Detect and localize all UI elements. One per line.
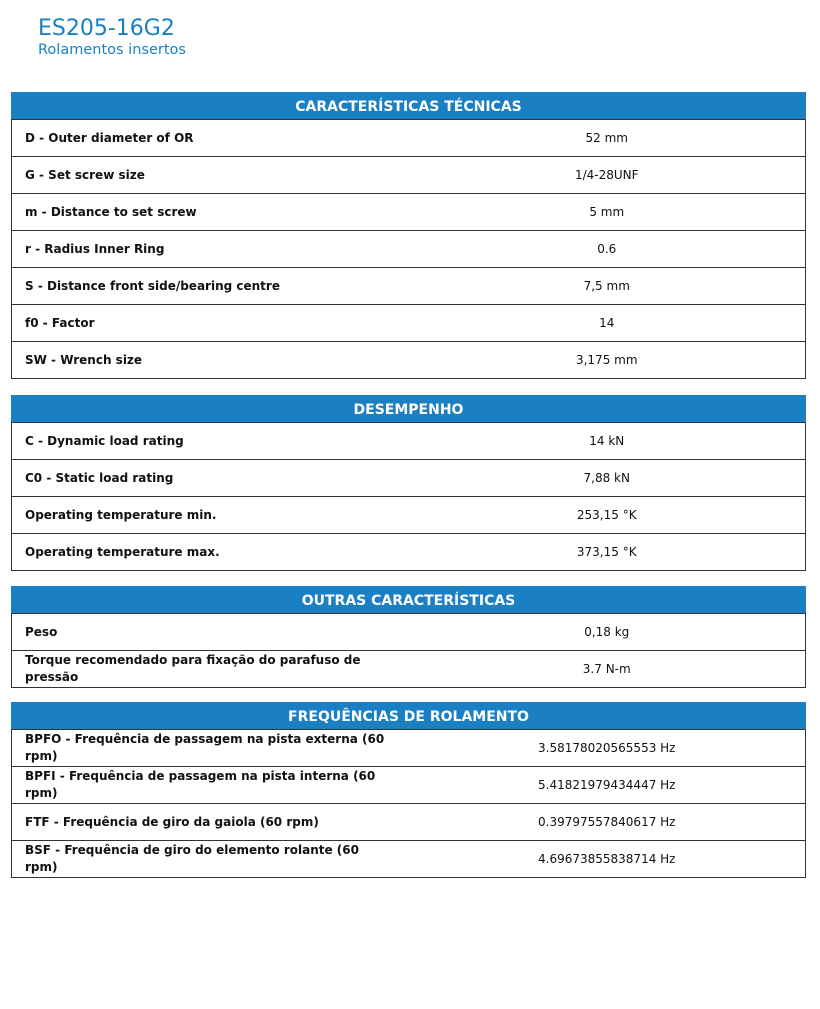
row-label: Operating temperature min. [12, 497, 406, 534]
table-row [12, 460, 806, 497]
section-performance [11, 395, 806, 571]
row-value: 0.39797557840617 Hz [406, 804, 806, 841]
spec-table [11, 422, 806, 571]
row-label: SW - Wrench size [12, 342, 406, 379]
row-label: D - Outer diameter of OR [12, 120, 406, 157]
table-row [12, 194, 806, 231]
row-label: G - Set screw size [12, 157, 406, 194]
row-label: Torque recomendado para fixação do parafuso de pressão [12, 651, 406, 688]
row-value: 14 kN [406, 423, 806, 460]
spec-table [11, 613, 806, 688]
spec-table [11, 729, 806, 878]
row-value: 0,18 kg [406, 614, 806, 651]
row-value: 373,15 °K [406, 534, 806, 571]
row-value: 5 mm [406, 194, 806, 231]
row-value: 4.69673855838714 Hz [406, 841, 806, 878]
row-label: FTF - Frequência de giro da gaiola (60 rpm) [12, 804, 406, 841]
row-value: 3.7 N-m [406, 651, 806, 688]
table-row [12, 614, 806, 651]
table-row [12, 651, 806, 688]
spec-table [11, 119, 806, 379]
row-value: 52 mm [406, 120, 806, 157]
row-label: C - Dynamic load rating [12, 423, 406, 460]
table-row [12, 497, 806, 534]
row-value: 253,15 °K [406, 497, 806, 534]
product-code-title: ES205-16G2 [38, 16, 175, 41]
section-technical-characteristics [11, 92, 806, 379]
table-row [12, 841, 806, 878]
table-row [12, 231, 806, 268]
table-row [12, 804, 806, 841]
row-label: BPFO - Frequência de passagem na pista externa (60 rpm) [12, 730, 406, 767]
row-label: m - Distance to set screw [12, 194, 406, 231]
section-header: OUTRAS CARACTERÍSTICAS [11, 586, 806, 613]
row-value: 3.58178020565553 Hz [406, 730, 806, 767]
row-value: 3,175 mm [406, 342, 806, 379]
row-label: C0 - Static load rating [12, 460, 406, 497]
section-header: FREQUÊNCIAS DE ROLAMENTO [11, 702, 806, 729]
row-label: S - Distance front side/bearing centre [12, 268, 406, 305]
row-label: Peso [12, 614, 406, 651]
row-value: 14 [406, 305, 806, 342]
row-label: BPFI - Frequência de passagem na pista interna (60 rpm) [12, 767, 406, 804]
table-row [12, 342, 806, 379]
document-header [38, 16, 186, 58]
row-label: BSF - Frequência de giro do elemento rolante (60 rpm) [12, 841, 406, 878]
section-other-characteristics [11, 586, 806, 688]
table-row [12, 120, 806, 157]
section-header: CARACTERÍSTICAS TÉCNICAS [11, 92, 806, 119]
table-row [12, 767, 806, 804]
row-label: f0 - Factor [12, 305, 406, 342]
row-value: 0.6 [406, 231, 806, 268]
section-header: DESEMPENHO [11, 395, 806, 422]
row-label: r - Radius Inner Ring [12, 231, 406, 268]
table-row [12, 157, 806, 194]
product-category-subtitle: Rolamentos insertos [38, 42, 186, 58]
row-value: 7,88 kN [406, 460, 806, 497]
row-value: 5.41821979434447 Hz [406, 767, 806, 804]
row-value: 1/4-28UNF [406, 157, 806, 194]
section-bearing-frequencies [11, 702, 806, 878]
table-row [12, 730, 806, 767]
table-row [12, 268, 806, 305]
table-row [12, 534, 806, 571]
table-row [12, 305, 806, 342]
row-label: Operating temperature max. [12, 534, 406, 571]
row-value: 7,5 mm [406, 268, 806, 305]
table-row [12, 423, 806, 460]
